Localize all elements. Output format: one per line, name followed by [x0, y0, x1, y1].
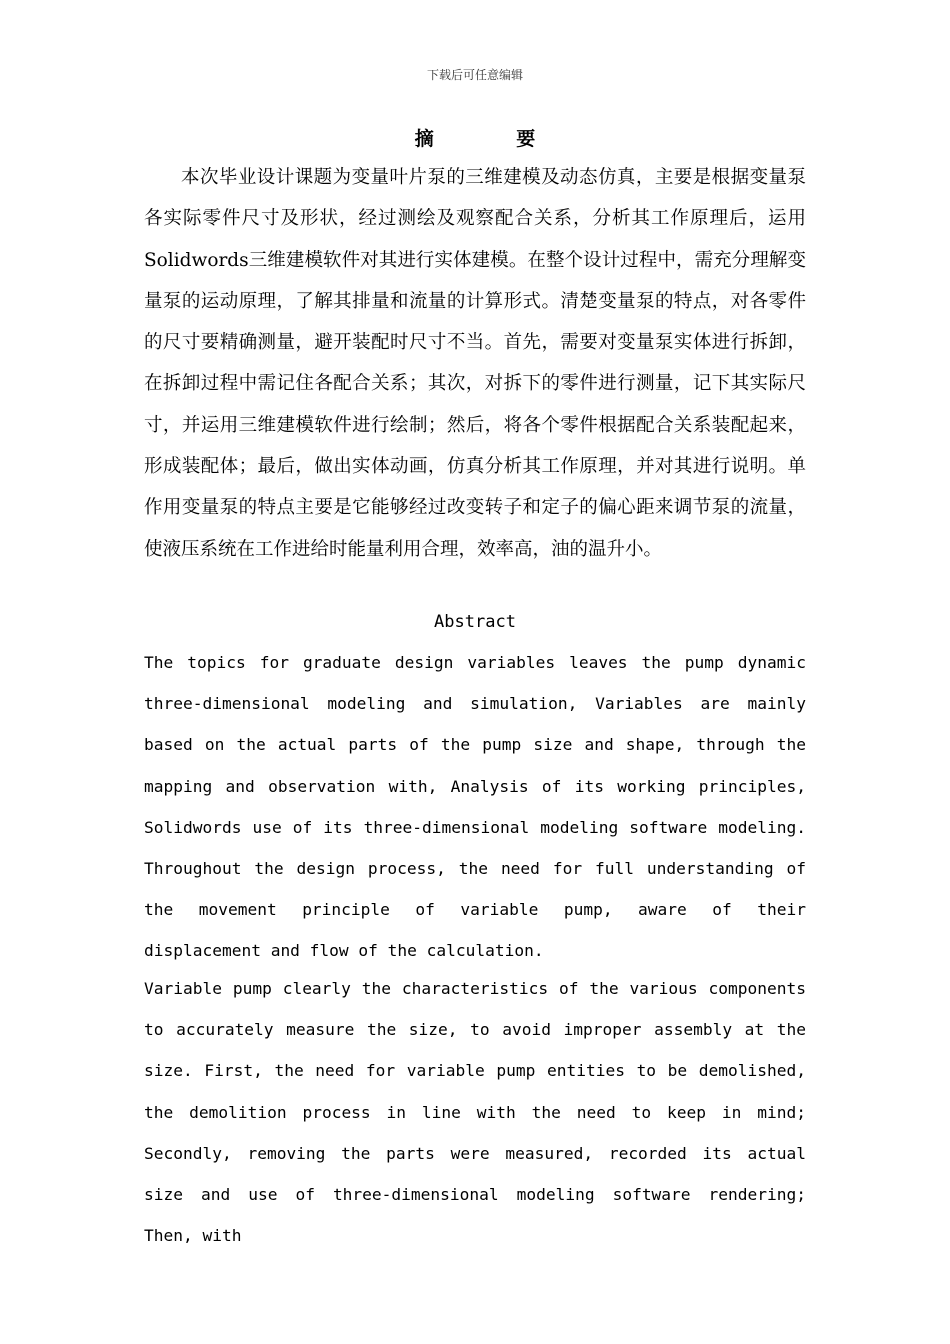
abstract-cn-title: 摘 要	[414, 128, 574, 150]
abstract-en-title: Abstract	[434, 612, 516, 632]
abstract-en-paragraph-2: Variable pump clearly the characteristics of the various components to accurately measure the size, to avoid improper assembly at the size. First, the need for variable pump entities to be demolished, the demolition process in line with the need to keep in mind; Secondly, removing the parts were measured, recorded its actual size and use of three-dimensional modeling software rendering; Then, with	[144, 979, 806, 1246]
header-note: 下载后可任意编辑	[426, 68, 523, 82]
abstract-en-paragraph-1: The topics for graduate design variables leaves the pump dynamic three-dimensional modeling and simulation, Variables are mainly based on the actual parts of the pump size and shape, through the mapping and observation with, Analysis of its working principles, Solidwords use of its three-dimensional modeling software modeling. Throughout the design process, the need for full understanding of the movement principle of variable pump, aware of their displacement and flow of the calculation.	[144, 653, 806, 961]
abstract-cn-body: 本次毕业设计课题为变量叶片泵的三维建模及动态仿真，主要是根据变量泵各实际零件尺寸及形状，经过测绘及观察配合关系，分析其工作原理后，运用Solidwords三维建模软件对其进行实体建模。在整个设计过程中，需充分理解变量泵的运动原理，了解其排量和流量的计算形式。清楚变量泵的特点，对各零件的尺寸要精确测量，避开装配时尺寸不当。首先，需要对变量泵实体进行拆卸，在拆卸过程中需记住各配合关系；其次，对拆下的零件进行测量，记下其实际尺寸，并运用三维建模软件进行绘制；然后，将各个零件根据配合关系装配起来，形成装配体；最后，做出实体动画，仿真分析其工作原理，并对其进行说明。单作用变量泵的特点主要是它能够经过改变转子和定子的偏心距来调节泵的流量，使液压系统在工作进给时能量利用合理，效率高，油的温升小。	[144, 167, 806, 560]
